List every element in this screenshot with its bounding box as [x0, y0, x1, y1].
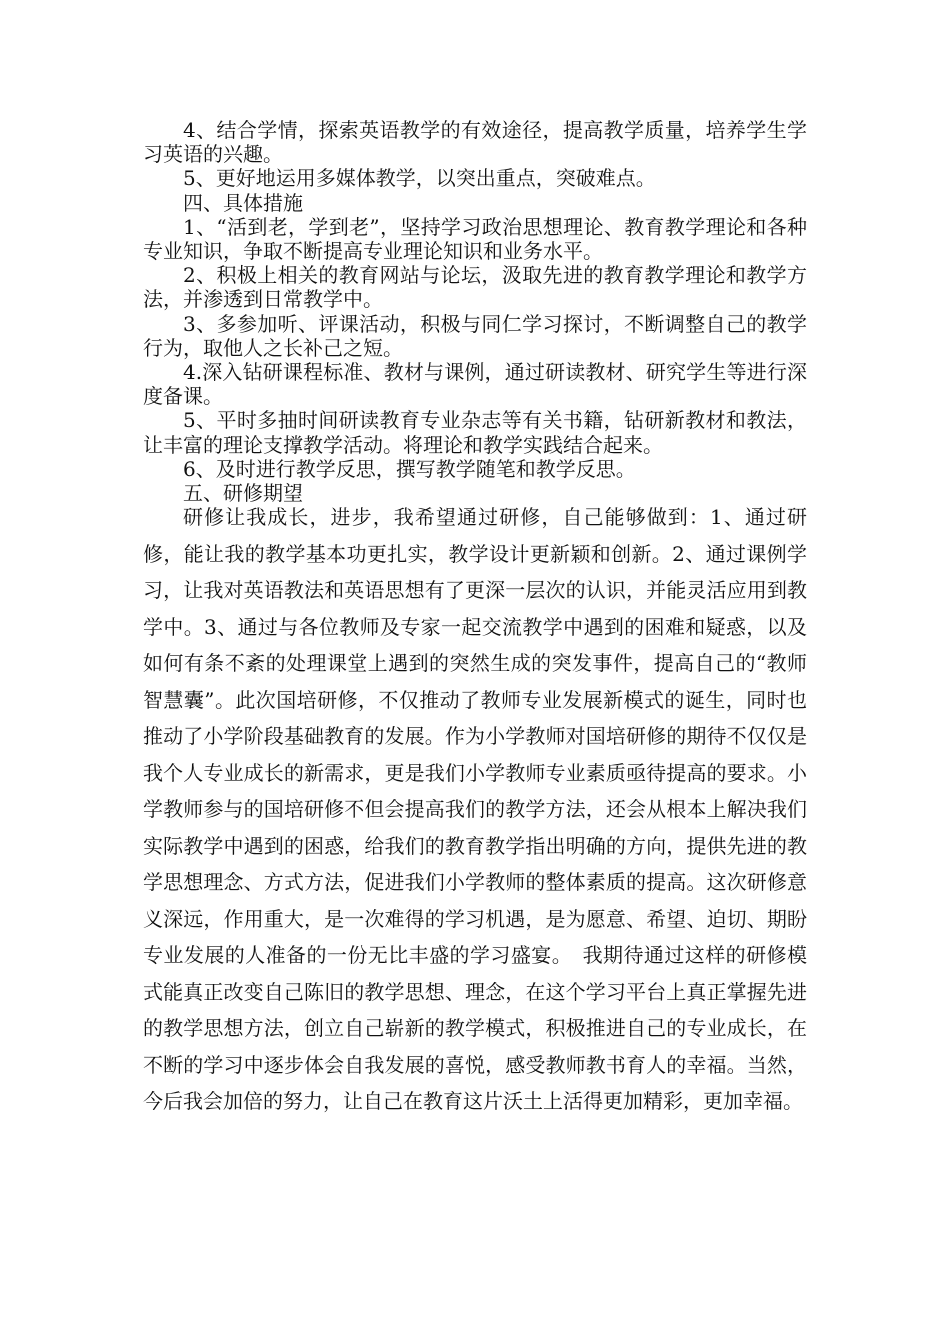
measure-item-4: 4.深入钻研课程标准、教材与课例，通过研读教材、研究学生等进行深度备课。: [143, 360, 807, 409]
measures-list: [143, 118, 807, 505]
section-heading-measures: 四、具体措施: [183, 190, 303, 215]
section-heading-expectation: 五、研修期望: [183, 481, 303, 506]
goal-item-5: 5、更好地运用多媒体教学，以突出重点，突破难点。: [183, 166, 656, 191]
document-page: [143, 118, 807, 1120]
measure-item-5: 5、平时多抽时间研读教育专业杂志等有关书籍，钻研新教材和教法，让丰富的理论支撑教学活动。将理论和教学实践结合起来。: [143, 408, 807, 457]
measure-item-2: 2、积极上相关的教育网站与论坛，汲取先进的教育教学理论和教学方法，并渗透到日常教学中。: [143, 263, 807, 312]
expectation-paragraph: 研修让我成长，进步，我希望通过研修，自己能够做到：1、通过研修，能让我的教学基本功更扎实，教学设计更新颖和创新。2、通过课例学习，让我对英语教法和英语思想有了更深一层次的认识，并能灵活应用到教学中。3、通过与各位教师及专家一起交流教学中遇到的困难和疑惑，以及如何有条不紊的处理课堂上遇到的突然生成的突发事件，提高自己的“教师智慧囊”。此次国培研修，不仅推动了教师专业发展新模式的诞生，同时也推动了小学阶段基础教育的发展。作为小学教师对国培研修的期待不仅仅是我个人专业成长的新需求，更是我们小学教师专业素质亟待提高的要求。小学教师参与的国培研修不但会提高我们的教学方法，还会从根本上解决我们实际教学中遇到的困惑，给我们的教育教学指出明确的方向，提供先进的教学思想理念、方式方法，促进我们小学教师的整体素质的提高。这次研修意义深远，作用重大，是一次难得的学习机遇，是为愿意、希望、迫切、期盼专业发展的人准备的一份无比丰盛的学习盛宴。 我期待通过这样的研修模式能真正改变自己陈旧的教学思想、理念，在这个学习平台上真正掌握先进的教学思想方法，创立自己崭新的教学模式，积极推进自己的专业成长，在不断的学习中逐步体会自我发展的喜悦，感受教师教书育人的幸福。当然，今后我会加倍的努力，让自己在教育这片沃土上活得更加精彩，更加幸福。: [143, 505, 807, 1114]
measure-item-3: 3、多参加听、评课活动，积极与同仁学习探讨，不断调整自己的教学行为，取他人之长补己之短。: [143, 311, 807, 360]
measure-item-1: 1、“活到老，学到老”，坚持学习政治思想理论、教育教学理论和各种专业知识，争取不断提高专业理论知识和业务水平。: [143, 214, 807, 264]
measure-item-6: 6、及时进行教学反思，撰写教学随笔和教学反思。: [183, 456, 636, 481]
goal-item-4: 4、结合学情，探索英语教学的有效途径，提高教学质量，培养学生学习英语的兴趣。: [143, 118, 807, 167]
